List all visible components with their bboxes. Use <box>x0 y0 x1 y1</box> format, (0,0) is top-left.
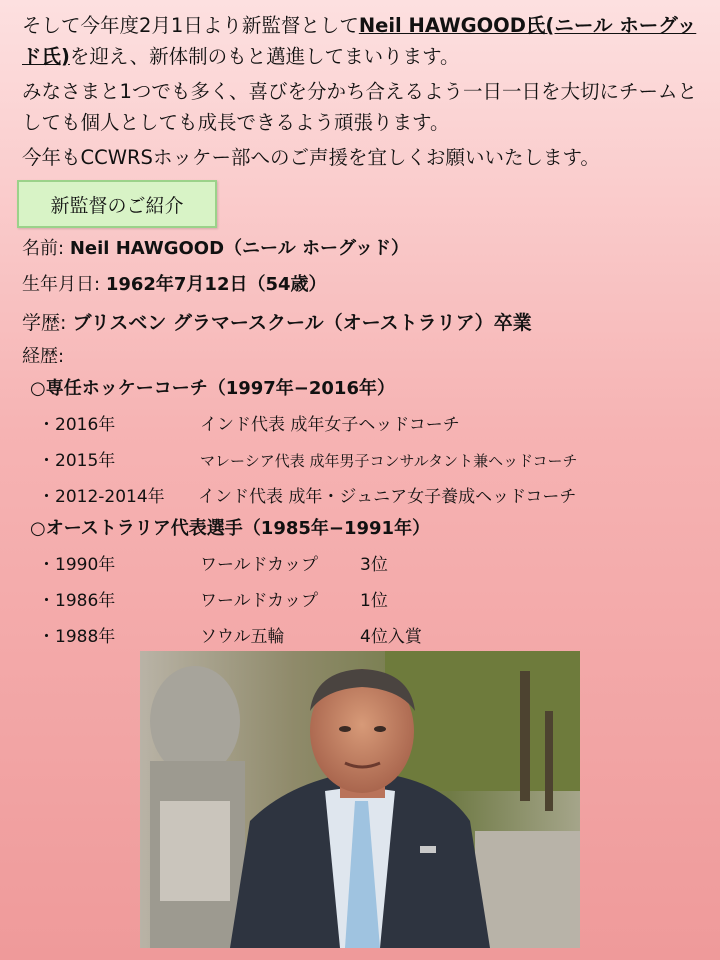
profile-edu-row <box>22 308 532 335</box>
coach-item <box>38 410 460 435</box>
coach-item-desc: インド代表 成年・ジュニア女子養成ヘッドコーチ <box>198 487 577 507</box>
edu-value: ブリスベン グラマースクール（オーストラリア）卒業 <box>72 312 532 334</box>
career-label: 経歴: <box>22 346 65 367</box>
coach-career-header: ○専任ホッケーコーチ（1997年−2016年） <box>30 378 395 399</box>
player-item <box>38 550 388 575</box>
coach-item-desc: マレーシア代表 成年男子コンサルタント兼ヘッドコーチ <box>200 452 578 470</box>
section-title-box <box>17 180 217 228</box>
player-career-header: ○オーストラリア代表選手（1985年−1991年） <box>30 518 431 539</box>
coach-name-highlight: Neil HAWGOOD氏(ニール ホーグッド氏) <box>22 14 697 68</box>
player-item-result: 1位 <box>360 591 388 611</box>
coach-photo-illustration <box>140 651 580 948</box>
player-item-year: ・1986年 <box>38 591 116 611</box>
player-item-result: 4位入賞 <box>360 627 422 647</box>
coach-photo <box>140 651 580 948</box>
intro-p1-post: を迎え、新体制のもと邁進してまいります。 <box>69 45 460 68</box>
profile-career-row <box>22 342 64 368</box>
player-item <box>38 622 422 647</box>
coach-item-desc: インド代表 成年女子ヘッドコーチ <box>200 415 460 435</box>
profile-birth-row <box>22 270 327 296</box>
intro-paragraph-2: みなさまと1つでも多く、喜びを分かち合えるよう一日一日を大切にチームとしても個人としても成長できるよう頑張ります。 <box>22 80 698 134</box>
name-label: 名前: <box>22 238 65 259</box>
coach-item <box>38 446 578 471</box>
coach-item-year: ・2015年 <box>38 451 116 471</box>
coach-item-year: ・2012-2014年 <box>38 487 165 507</box>
intro-text <box>22 10 702 173</box>
intro-paragraph-3: 今年もCCWRSホッケー部へのご声援を宜しくお願いいたします。 <box>22 146 600 169</box>
player-item-year: ・1988年 <box>38 627 116 647</box>
coach-item <box>38 482 576 507</box>
birth-label: 生年月日: <box>22 274 101 295</box>
player-item-event: ワールドカップ <box>200 555 318 575</box>
player-item-result: 3位 <box>360 555 388 575</box>
intro-p1-pre: そして今年度2月1日より新監督として <box>22 14 359 37</box>
intro-paragraph-1 <box>22 10 702 72</box>
player-item-event: ワールドカップ <box>200 591 318 611</box>
birth-value: 1962年7月12日（54歳） <box>105 274 327 295</box>
section-title: 新監督のご紹介 <box>50 194 184 217</box>
edu-label: 学歴: <box>22 312 67 334</box>
player-item-event: ソウル五輪 <box>200 627 285 647</box>
name-value: Neil HAWGOOD（ニール ホーグッド） <box>69 238 410 259</box>
coach-item-year: ・2016年 <box>38 415 116 435</box>
profile-name-row <box>22 234 409 260</box>
player-item <box>38 586 388 611</box>
player-item-year: ・1990年 <box>38 555 116 575</box>
